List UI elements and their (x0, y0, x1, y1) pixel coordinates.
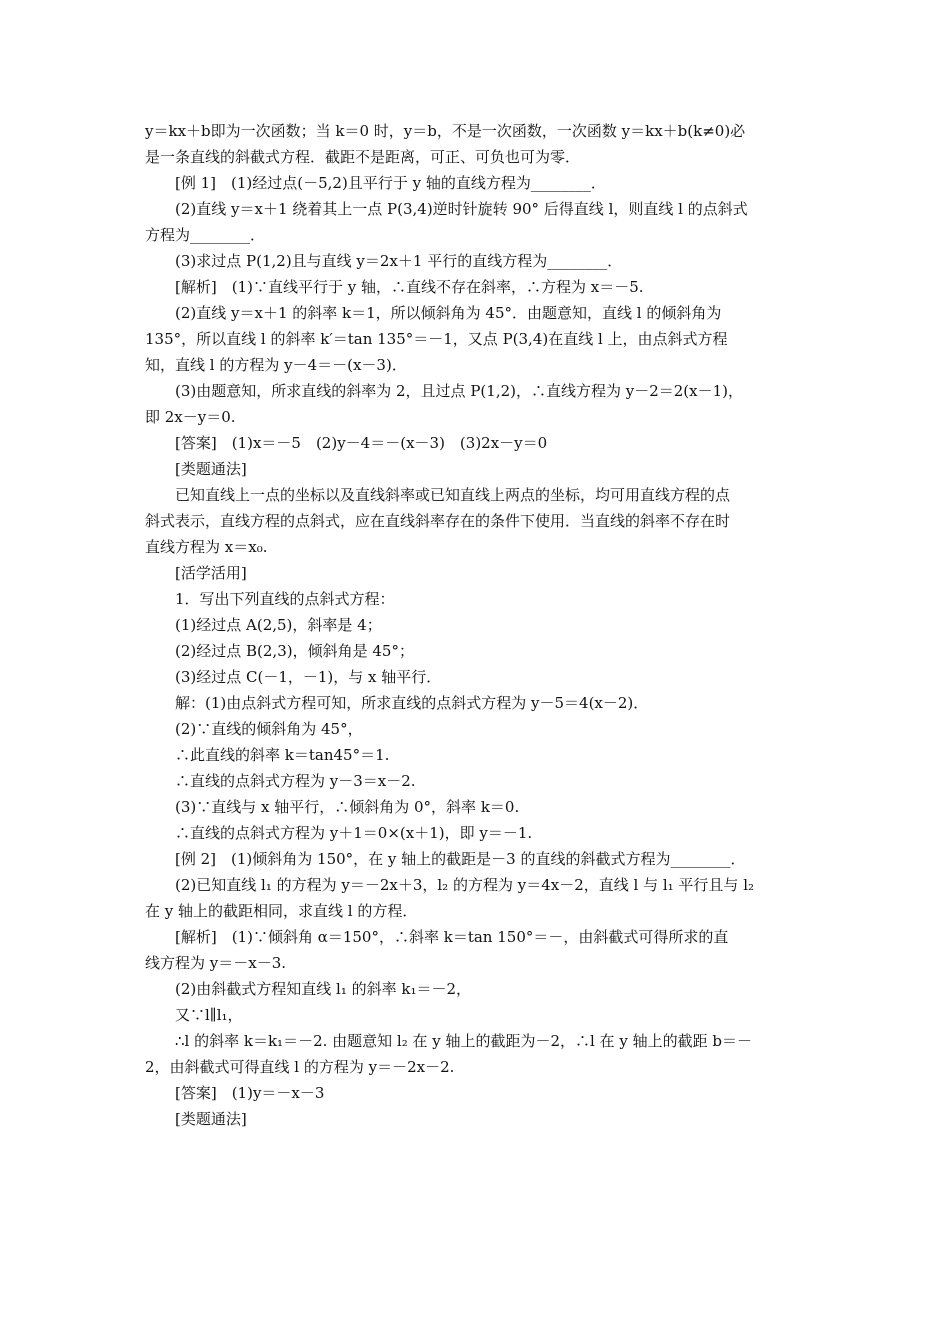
text-line: [解析] (1)∵倾斜角 α＝150°，∴斜率 k＝tan 150°＝－，由斜截式可得所求的直 (175, 928, 729, 946)
text-line: [例 2] (1)倾斜角为 150°，在 y 轴上的截距是－3 的直线的斜截式方程为________． (175, 850, 746, 868)
text-line: (2)直线 y＝x＋1 绕着其上一点 P(3,4)逆时针旋转 90° 后得直线 l，则直线 l 的点斜式 (175, 200, 748, 218)
text-line: [类题通法] (175, 1110, 247, 1128)
text-line: ∴直线的点斜式方程为 y＋1＝0×(x＋1)，即 y＝－1. (175, 824, 533, 842)
text-line: [解析] (1)∵直线平行于 y 轴，∴直线不存在斜率，∴方程为 x＝－5. (175, 278, 644, 296)
text-line: (1)经过点 A(2,5)，斜率是 4； (175, 616, 382, 634)
text-line: 135°，所以直线 l 的斜率 k′＝tan 135°＝－1，又点 P(3,4)在直线 l 上，由点斜式方程 (145, 330, 728, 348)
text-line: 是一条直线的斜截式方程．截距不是距离，可正、可负也可为零． (145, 148, 581, 166)
text-line: 解：(1)由点斜式方程可知，所求直线的点斜式方程为 y－5＝4(x－2)． (175, 694, 649, 712)
text-line: (2)∵直线的倾斜角为 45°， (175, 720, 363, 738)
text-line: 2，由斜截式可得直线 l 的方程为 y＝－2x－2. (145, 1058, 455, 1076)
text-line: (3)求过点 P(1,2)且与直线 y＝2x＋1 平行的直线方程为________． (175, 252, 623, 270)
text-line: (3)∵直线与 x 轴平行，∴倾斜角为 0°，斜率 k＝0. (175, 798, 520, 816)
text-line: [例 1] (1)经过点(－5,2)且平行于 y 轴的直线方程为________． (175, 174, 606, 192)
text-line: (2)已知直线 l₁ 的方程为 y＝－2x＋3，l₂ 的方程为 y＝4x－2，直线 l 与 l₁ 平行且与 l₂ (175, 876, 755, 894)
text-line: (3)经过点 C(－1，－1)，与 x 轴平行． (175, 668, 442, 686)
text-line: 直线方程为 x＝x₀. (145, 538, 268, 556)
text-line: 在 y 轴上的截距相同，求直线 l 的方程． (145, 902, 418, 920)
text-line: 方程为________． (145, 226, 266, 244)
text-line: ∴直线的点斜式方程为 y－3＝x－2. (175, 772, 416, 790)
text-line: 又∵l∥l₁， (175, 1006, 243, 1024)
text-line: ∴此直线的斜率 k＝tan45°＝1. (175, 746, 390, 764)
text-line: 线方程为 y＝－x－3. (145, 954, 287, 972)
text-line: 斜式表示，直线方程的点斜式，应在直线斜率存在的条件下使用．当直线的斜率不存在时 (145, 512, 731, 530)
document-body (145, 118, 810, 1132)
text-line: 1．写出下列直线的点斜式方程： (175, 590, 395, 608)
text-line: [活学活用] (175, 564, 247, 582)
text-line: y＝kx＋b即为一次函数；当 k＝0 时，y＝b，不是一次函数，一次函数 y＝kx＋b(k≠0)必 (145, 122, 746, 140)
text-line: (2)经过点 B(2,3)，倾斜角是 45°； (175, 642, 414, 660)
text-line: ∴l 的斜率 k＝k₁＝－2. 由题意知 l₂ 在 y 轴上的截距为－2，∴l 在 y 轴上的截距 b＝－ (175, 1032, 752, 1050)
text-line: [类题通法] (175, 460, 247, 478)
text-line: 知，直线 l 的方程为 y－4＝－(x－3)． (145, 356, 407, 374)
text-line: [答案] (1)x＝－5 (2)y－4＝－(x－3) (3)2x－y＝0 (175, 434, 548, 452)
text-line: (3)由题意知，所求直线的斜率为 2，且过点 P(1,2)，∴直线方程为 y－2＝2(x－1)， (175, 382, 744, 400)
text-line: (2)由斜截式方程知直线 l₁ 的斜率 k₁＝－2， (175, 980, 472, 998)
text-line: [答案] (1)y＝－x－3 (175, 1084, 325, 1102)
text-line: 即 2x－y＝0. (145, 408, 236, 426)
text-line: 已知直线上一点的坐标以及直线斜率或已知直线上两点的坐标，均可用直线方程的点 (175, 486, 731, 504)
text-line: (2)直线 y＝x＋1 的斜率 k＝1，所以倾斜角为 45°．由题意知，直线 l 的倾斜角为 (175, 304, 722, 322)
